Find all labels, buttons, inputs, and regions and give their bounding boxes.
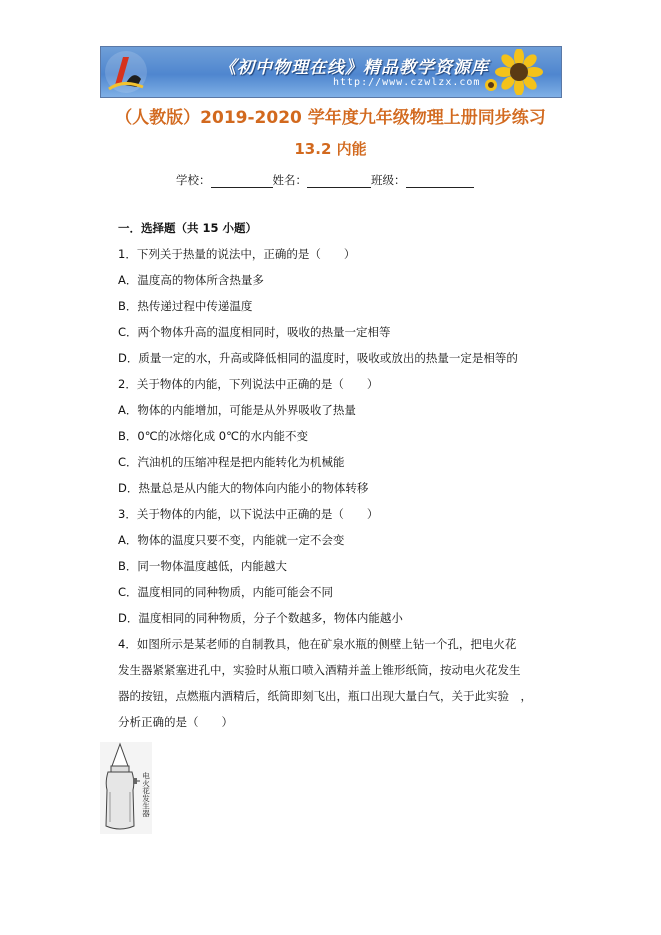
figure-label: 电火花发生器: [141, 772, 151, 817]
question-2: 2．关于物体的内能，下列说法中正确的是（ ）: [118, 377, 379, 391]
logo-icon: [103, 49, 149, 95]
option-1b: B．热传递过程中传递温度: [118, 299, 253, 313]
question-1: 1．下列关于热量的说法中，正确的是（ ）: [118, 247, 356, 261]
banner-title: 《初中物理在线》精品教学资源库: [219, 58, 489, 78]
sunflower-icon: [483, 49, 553, 95]
bottle-figure: [100, 742, 152, 834]
student-info-row: [176, 172, 474, 188]
option-3a: A．物体的温度只要不变，内能就一定不会变: [118, 533, 345, 547]
section-heading: 一．选择题（共 15 小题）: [118, 221, 258, 235]
option-2d: D．热量总是从内能大的物体向内能小的物体转移: [118, 481, 369, 495]
question-4-line-2: 发生器紧紧塞进孔中，实验时从瓶口喷入酒精并盖上锥形纸筒，按动电火花发生: [118, 663, 521, 677]
school-blank: [211, 187, 273, 188]
question-3: 3．关于物体的内能，以下说法中正确的是（ ）: [118, 507, 379, 521]
lesson-title: 13.2 内能: [294, 140, 367, 158]
document-title: （人教版）2019-2020 学年度九年级物理上册同步练习: [115, 108, 546, 128]
school-label: 学校：: [176, 173, 211, 187]
header-banner: [100, 46, 562, 98]
banner-url[interactable]: http://www.czwlzx.com: [333, 77, 481, 88]
option-1c: C．两个物体升高的温度相同时，吸收的热量一定相等: [118, 325, 391, 339]
option-2b: B．0℃的冰熔化成 0℃的水内能不变: [118, 429, 309, 443]
option-2a: A．物体的内能增加，可能是从外界吸收了热量: [118, 403, 356, 417]
question-4-line-1: 4．如图所示是某老师的自制教具，他在矿泉水瓶的侧壁上钻一个孔，把电火花: [118, 637, 517, 651]
name-label: 姓名：: [272, 173, 307, 187]
option-1d: D．质量一定的水，升高或降低相同的温度时，吸收或放出的热量一定是相等的: [118, 351, 518, 365]
name-blank: [307, 187, 371, 188]
question-4-line-4: 分析正确的是（ ）: [118, 715, 233, 729]
option-1a: A．温度高的物体所含热量多: [118, 273, 264, 287]
question-4-line-3: 器的按钮，点燃瓶内酒精后，纸筒即刻飞出，瓶口出现大量白气，关于此实验 ，: [118, 689, 532, 703]
class-blank: [406, 187, 474, 188]
option-3d: D．温度相同的同种物质，分子个数越多，物体内能越小: [118, 611, 403, 625]
option-3b: B．同一物体温度越低，内能越大: [118, 559, 287, 573]
class-label: 班级：: [371, 173, 406, 187]
option-3c: C．温度相同的同种物质，内能可能会不同: [118, 585, 334, 599]
option-2c: C．汽油机的压缩冲程是把内能转化为机械能: [118, 455, 345, 469]
